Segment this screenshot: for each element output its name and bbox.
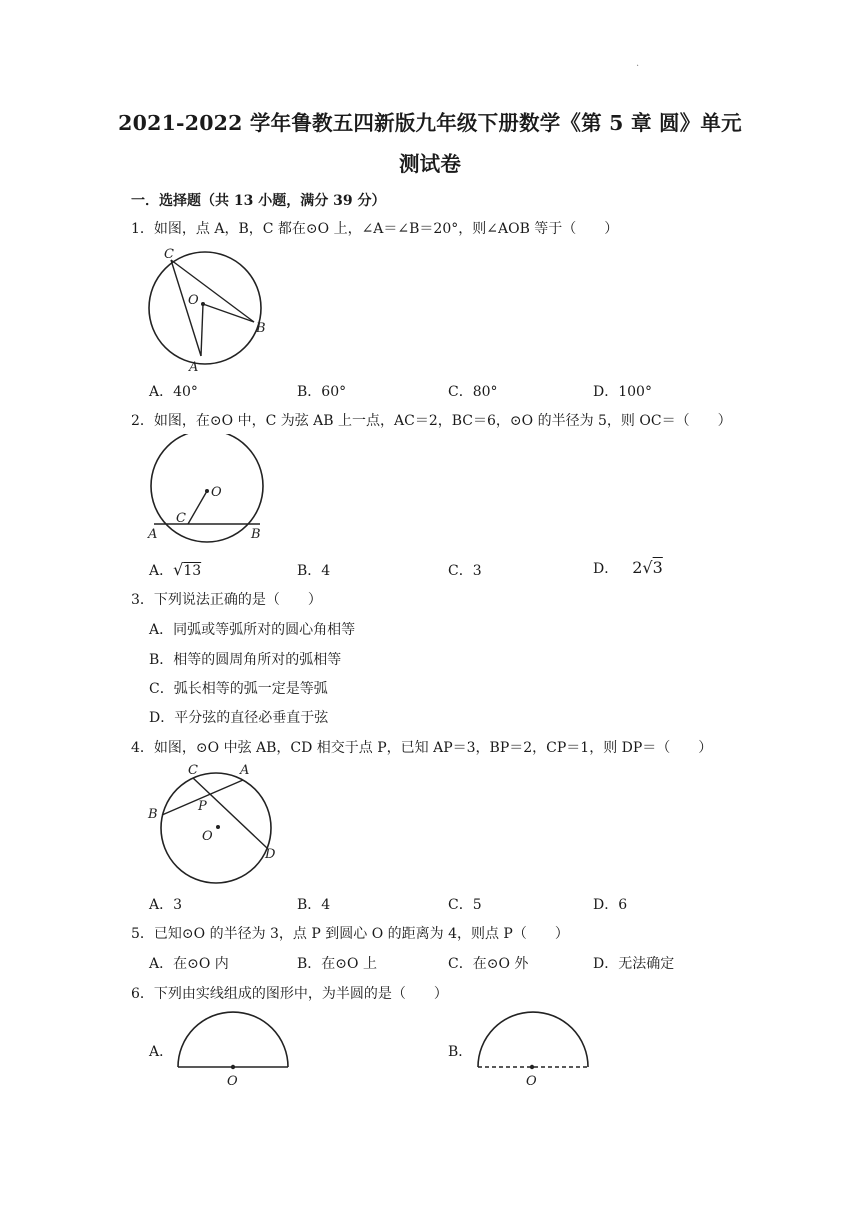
question-4-option-d: D．6	[593, 897, 628, 913]
question-5-option-b: B．在⊙O 上	[297, 956, 377, 972]
circle-o	[149, 252, 261, 364]
question-3-option-a: A．同弧或等弧所对的圆心角相等	[149, 622, 356, 638]
option-d-radicand: 3	[652, 558, 663, 577]
question-4-option-b: B．4	[297, 897, 331, 913]
section-heading: 一．选择题（共 13 小题，满分 39 分）	[131, 193, 386, 209]
question-6-figure-a	[174, 1010, 292, 1090]
question-1-stem: 1．如图，点 A，B，C 都在⊙O 上，∠A＝∠B＝20°，则∠AOB 等于（ ）	[131, 221, 619, 237]
label-o: O	[526, 1074, 537, 1089]
question-1-option-d: D．100°	[593, 384, 652, 400]
label-p: P	[198, 799, 207, 814]
question-5-option-a: A．在⊙O 内	[149, 956, 229, 972]
question-2-option-a: A．√13	[149, 560, 202, 579]
question-4-option-a: A．3	[149, 897, 183, 913]
label-o: O	[211, 485, 222, 500]
question-2-option-d: D． 2√3	[593, 558, 663, 577]
label-o: O	[188, 293, 199, 308]
label-o: O	[202, 829, 213, 844]
label-b: B	[148, 807, 158, 822]
label-a: A	[240, 763, 250, 778]
question-3-stem: 3．下列说法正确的是（ ）	[131, 592, 322, 608]
question-6-stem: 6．下列由实线组成的图形中，为半圆的是（ ）	[131, 986, 448, 1002]
question-5-stem: 5．已知⊙O 的半径为 3，点 P 到圆心 O 的距离为 4，则点 P（ ）	[131, 926, 569, 942]
question-2-figure	[144, 434, 274, 546]
question-6-figure-b	[474, 1010, 592, 1090]
question-1-option-c: C．80°	[448, 384, 498, 400]
label-c: C	[164, 247, 174, 262]
question-1-option-b: B．60°	[297, 384, 347, 400]
label-a: A	[189, 360, 199, 374]
question-2-stem: 2．如图，在⊙O 中，C 为弦 AB 上一点，AC＝2，BC＝6，⊙O 的半径为 5，则 OC＝（ ）	[131, 413, 732, 429]
question-6-option-b: B．	[448, 1044, 473, 1060]
header-dot: .	[636, 58, 640, 69]
question-3-option-d: D．平分弦的直径必垂直于弦	[149, 710, 329, 726]
question-3-option-b: B．相等的圆周角所对的弧相等	[149, 652, 342, 668]
question-3-option-c: C．弧长相等的弧一定是等弧	[149, 681, 328, 697]
question-5-option-d: D．无法确定	[593, 956, 675, 972]
label-b: B	[251, 527, 261, 542]
option-a-radicand: 13	[183, 563, 202, 579]
question-1-figure	[144, 244, 274, 374]
question-1-option-a: A．40°	[149, 384, 198, 400]
question-4-stem: 4．如图，⊙O 中弦 AB，CD 相交于点 P，已知 AP＝3，BP＝2，CP＝1，则 DP＝（ ）	[131, 740, 713, 756]
question-4-figure	[144, 760, 284, 888]
label-a: A	[148, 527, 158, 542]
label-b: B	[256, 321, 266, 336]
question-4-option-c: C．5	[448, 897, 482, 913]
question-2-option-b: B．4	[297, 563, 331, 579]
label-d: D	[265, 847, 276, 862]
circle-o	[161, 773, 271, 883]
label-o: O	[227, 1074, 238, 1089]
label-c: C	[176, 511, 186, 526]
question-6-option-a: A．	[149, 1044, 174, 1060]
question-5-option-c: C．在⊙O 外	[448, 956, 529, 972]
label-c: C	[188, 763, 198, 778]
question-2-option-c: C．3	[448, 563, 482, 579]
page-title: 2021-2022 学年鲁教五四新版九年级下册数学《第 5 章 圆》单元	[118, 111, 742, 135]
page-title-line2: 测试卷	[398, 152, 462, 176]
option-d-coef: 2	[632, 558, 643, 577]
circle-o	[151, 434, 263, 542]
